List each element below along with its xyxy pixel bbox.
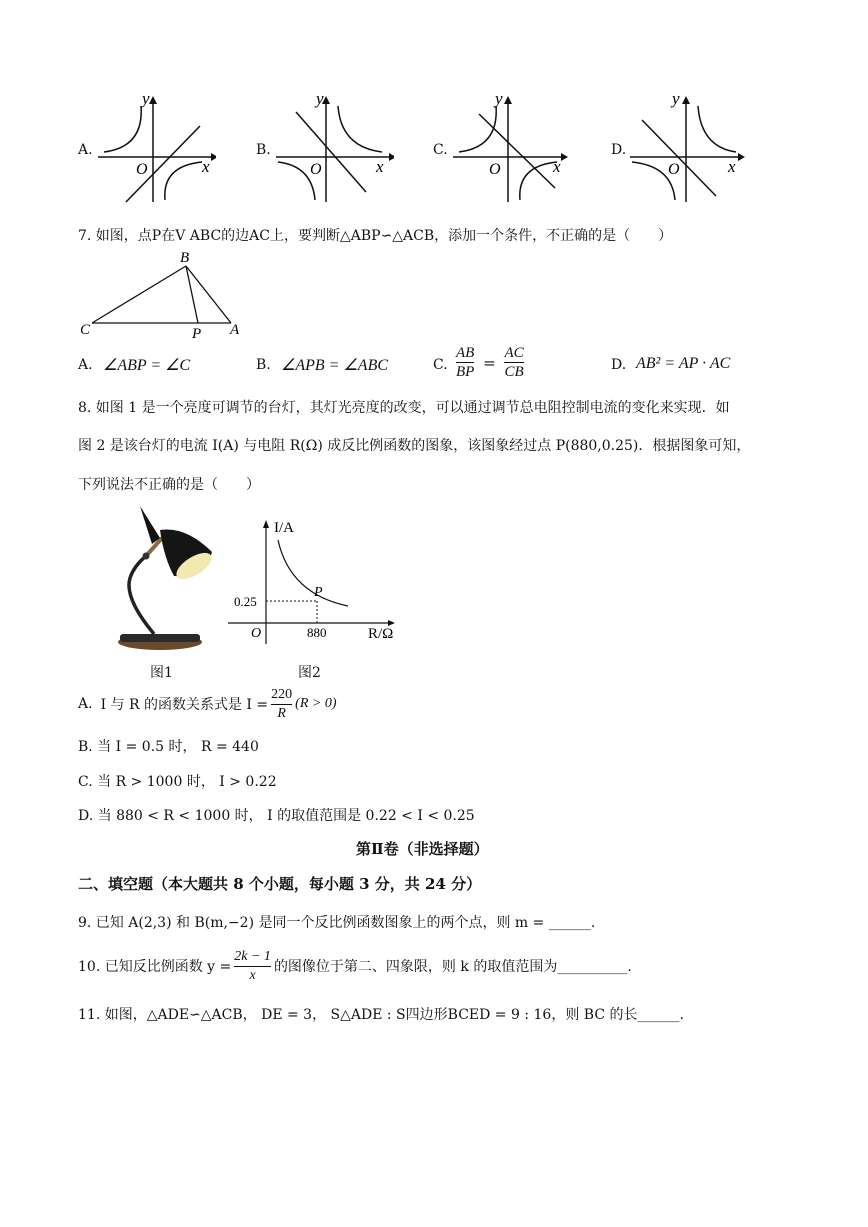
q7-c-num2: AC xyxy=(504,345,524,361)
graph-x-label: R/Ω xyxy=(368,626,394,642)
q6-graph-c xyxy=(451,92,571,204)
graph-origin-label: O xyxy=(251,626,262,641)
q6-graph-a xyxy=(96,92,216,204)
q8-option-d: D. 当 880 < R < 1000 时， I 的取值范围是 0.22 < I < 0.25 xyxy=(78,808,475,824)
q7-option-d-text: AB² = AP · AC xyxy=(636,355,731,372)
graph-point-p-label: P xyxy=(314,585,323,600)
q8-option-a-label: A. xyxy=(78,696,93,712)
y-axis-label: y xyxy=(495,92,503,108)
x-axis-label: x xyxy=(376,157,384,176)
origin-label: O xyxy=(668,161,680,178)
vertex-a-label: A xyxy=(230,322,240,338)
vertex-c-label: C xyxy=(80,322,91,338)
q6-option-d-label: D. xyxy=(611,142,627,158)
origin-label: O xyxy=(489,161,501,178)
q8-line-3: 下列说法不正确的是（ ） xyxy=(78,477,260,493)
q7-c-den2: CB xyxy=(504,364,524,380)
q10-den: x xyxy=(234,966,271,985)
q8-option-a-text: I 与 R 的函数关系式是 I = xyxy=(100,697,269,713)
y-axis-label: y xyxy=(142,92,150,108)
q8-line-2: 图 2 是该台灯的电流 I(A) 与电阻 R(Ω) 成反比例函数的图象，该图象经过点 P(880,0.25)．根据图象可知， xyxy=(78,438,751,454)
section-2-heading: 二、填空题（本大题共 8 个小题，每小题 3 分，共 24 分） xyxy=(78,875,482,893)
q6-option-c-label: C. xyxy=(433,142,448,158)
y-axis-label: y xyxy=(316,92,324,108)
point-p-label: P xyxy=(192,326,202,340)
q7-option-a-label: A. xyxy=(78,357,93,373)
q8-line-1: 8. 如图 1 是一个亮度可调节的台灯，其灯光亮度的改变，可以通过调节总电阻控制电流的变化来实现．如 xyxy=(78,400,730,416)
q10-prefix: 10. 已知反比例函数 y = xyxy=(78,959,232,975)
q10-suffix: 的图像位于第二、四象限，则 k 的取值范围为__________. xyxy=(273,959,632,975)
q8-option-c: C. 当 R > 1000 时， I > 0.22 xyxy=(78,774,277,790)
q7-c-den1: BP xyxy=(456,364,475,380)
graph-y-label: I/A xyxy=(274,520,294,536)
q11-text: 11. 如图，△ADE∽△ACB， DE = 3， S△ADE : S四边形BCED = 9 : 16，则 BC 的长______. xyxy=(78,1007,684,1023)
q7-stem: 7. 如图，点P在V ABC的边AC上，要判断△ABP∽△ACB，添加一个条件，不正确的是（ ） xyxy=(78,228,673,244)
q7-option-c-fraction xyxy=(456,344,524,381)
x-axis-label: x xyxy=(202,157,210,176)
part-2-heading: 第Ⅱ卷（非选择题） xyxy=(356,840,489,858)
q6-graph-d xyxy=(628,92,748,204)
q7-c-eq: = xyxy=(483,353,496,372)
figure-2-caption: 图2 xyxy=(298,665,321,681)
q6-option-a-label: A. xyxy=(78,142,93,158)
q7-triangle-figure xyxy=(76,248,256,340)
q7-option-b-text: ∠APB = ∠ABC xyxy=(281,357,389,374)
q8-option-b: B. 当 I = 0.5 时， R = 440 xyxy=(78,739,259,755)
x-axis-label: x xyxy=(728,157,736,176)
q7-c-num1: AB xyxy=(456,345,475,361)
figure-1-caption: 图1 xyxy=(150,665,173,681)
graph-y-tick: 0.25 xyxy=(234,594,257,609)
q8-option-a-num: 220 xyxy=(271,686,293,702)
y-axis-label: y xyxy=(672,92,680,108)
q10 xyxy=(78,944,632,988)
q8-option-a xyxy=(78,682,336,726)
origin-label: O xyxy=(136,161,148,178)
q6-option-b-label: B. xyxy=(256,142,271,158)
origin-label: O xyxy=(310,161,322,178)
q10-num: 2k − 1 xyxy=(234,948,271,964)
q6-graph-b xyxy=(274,92,394,204)
x-axis-label: x xyxy=(553,157,561,176)
q8-option-a-condition: (R > 0) xyxy=(295,696,337,711)
q7-option-b-label: B. xyxy=(256,357,271,373)
graph-x-tick: 880 xyxy=(307,625,327,640)
q7-option-d-label: D. xyxy=(611,357,627,373)
current-resistance-graph xyxy=(228,510,408,645)
q9-text: 9. 已知 A(2,3) 和 B(m,−2) 是同一个反比例函数图象上的两个点，则 m = ______. xyxy=(78,915,596,931)
desk-lamp-image xyxy=(108,500,220,652)
q7-option-c-label: C. xyxy=(433,357,448,373)
q7-option-a-text: ∠ABP = ∠C xyxy=(103,357,191,374)
vertex-b-label: B xyxy=(180,250,190,266)
q8-option-a-den: R xyxy=(271,704,292,723)
